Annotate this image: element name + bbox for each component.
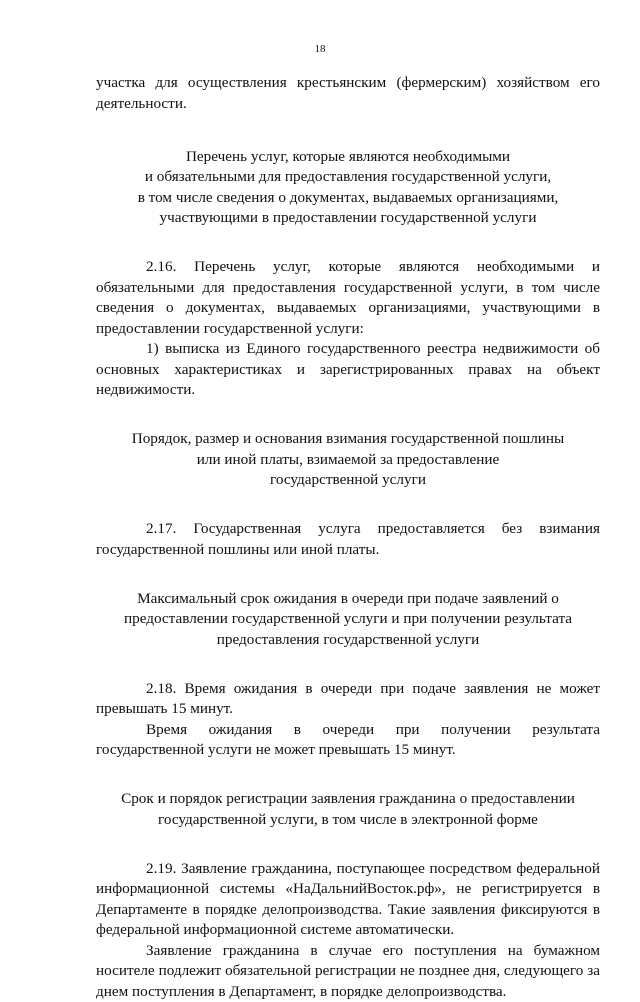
heading-line: государственной услуги, в том числе в электронной форме (96, 810, 600, 831)
heading-line: Порядок, размер и основания взимания государственной пошлины (96, 429, 600, 450)
intro-paragraph: участка для осуществления крестьянским (фермерским) хозяйством его деятельности. (96, 73, 600, 114)
paragraph-2-16-item-1: 1) выписка из Единого государственного реестра недвижимости об основных характеристиках и зарегистрированных правах на объект недвижимости. (96, 339, 600, 401)
heading-line: Максимальный срок ожидания в очереди при подаче заявлений о (96, 589, 600, 610)
paragraph-2-18-b: Время ожидания в очереди при получении результата государственной услуги не может превышать 15 минут. (96, 720, 600, 761)
page-content (96, 73, 600, 1002)
page-number: 18 (0, 42, 640, 56)
heading-line: государственной услуги (96, 470, 600, 491)
paragraph-2-19-b: Заявление гражданина в случае его поступления на бумажном носителе подлежит обязательной регистрации не позднее дня, следующего за днем поступления в Департамент, в порядке делопроизводства. (96, 941, 600, 1002)
section-heading-queue-time (96, 589, 600, 651)
section-heading-state-fee (96, 429, 600, 491)
heading-line: в том числе сведения о документах, выдаваемых организациями, (96, 188, 600, 209)
paragraph-2-16: 2.16. Перечень услуг, которые являются необходимыми и обязательными для предоставления государственной услуги, в том числе сведения о документах, выдаваемых организациями, участвующими в предоставлении государственной услуги: (96, 257, 600, 339)
heading-line: и обязательными для предоставления государственной услуги, (96, 167, 600, 188)
paragraph-2-18: 2.18. Время ожидания в очереди при подаче заявления не может превышать 15 минут. (96, 679, 600, 720)
heading-line: предоставления государственной услуги (96, 630, 600, 651)
paragraph-2-19: 2.19. Заявление гражданина, поступающее посредством федеральной информационной системы «НаДальнийВосток.рф», не регистрируется в Департаменте в порядке делопроизводства. Такие заявления фиксируются в федеральной информационной системе автоматически. (96, 859, 600, 941)
section-heading-services-list (96, 147, 600, 229)
heading-line: Перечень услуг, которые являются необходимыми (96, 147, 600, 168)
section-heading-registration (96, 789, 600, 830)
heading-line: Срок и порядок регистрации заявления гражданина о предоставлении (96, 789, 600, 810)
paragraph-2-17: 2.17. Государственная услуга предоставляется без взимания государственной пошлины или иной платы. (96, 519, 600, 560)
heading-line: предоставлении государственной услуги и при получении результата (96, 609, 600, 630)
heading-line: или иной платы, взимаемой за предоставление (96, 450, 600, 471)
heading-line: участвующими в предоставлении государственной услуги (96, 208, 600, 229)
